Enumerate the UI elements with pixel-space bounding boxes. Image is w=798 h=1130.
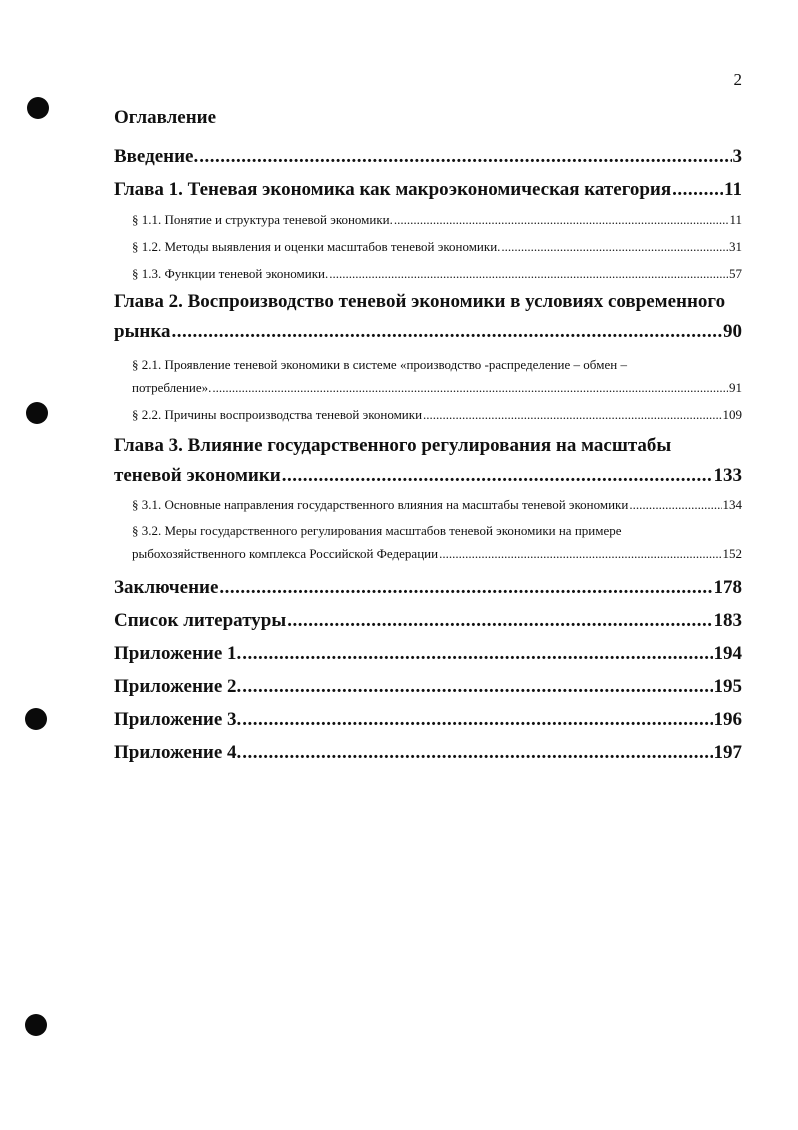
toc-entry-section-2-1-line-1[interactable]: § 2.1. Проявление теневой экономики в системе «производство -распределение – обмен – — [132, 357, 627, 372]
toc-entry-section-1-1[interactable]: § 1.1. Понятие и структура теневой экономики. ..... 11 — [114, 206, 742, 233]
toc-entry-appendix-4[interactable]: Приложение 4. ..... 197 — [114, 736, 742, 769]
toc-entry-section-3-1[interactable]: § 3.1. Основные направления государственного влияния на масштабы теневой экономики ..... 134 — [114, 491, 742, 519]
toc-entry-introduction[interactable]: Введение. ..... 3 — [114, 140, 742, 173]
toc-entry-appendix-2[interactable]: Приложение 2. ..... 195 — [114, 670, 742, 703]
table-of-contents — [114, 106, 742, 769]
toc-entry-appendix-1[interactable]: Приложение 1. ..... 194 — [114, 637, 742, 670]
toc-entry-appendix-3[interactable]: Приложение 3. ..... 196 — [114, 703, 742, 736]
punch-hole — [25, 708, 47, 730]
toc-entry-section-2-2[interactable]: § 2.2. Причины воспроизводства теневой экономики ..... 109 — [114, 399, 742, 431]
toc-entry-section-2-1[interactable]: потребление». ..... 91 — [114, 377, 742, 399]
toc-entry-chapter-3[interactable]: теневой экономики ..... 133 — [114, 461, 742, 491]
punch-hole — [27, 97, 49, 119]
toc-entry-references[interactable]: Список литературы ..... 183 — [114, 604, 742, 637]
punch-hole — [25, 1014, 47, 1036]
toc-entry-section-3-2-line-1[interactable]: § 3.2. Меры государственного регулирования масштабов теневой экономики на примере — [132, 523, 622, 538]
page-number: 2 — [733, 70, 742, 89]
punch-hole — [26, 402, 48, 424]
toc-entry-chapter-3-line-1[interactable]: Глава 3. Влияние государственного регулирования на масштабы — [114, 435, 672, 456]
toc-entry-conclusion[interactable]: Заключение ..... 178 — [114, 571, 742, 604]
toc-title: Оглавление — [114, 107, 217, 128]
toc-entry-chapter-2[interactable]: рынка ..... 90 — [114, 317, 742, 347]
toc-entry-section-3-2[interactable]: рыбохозяйственного комплекса Российской Федерации ..... 152 — [114, 543, 742, 565]
toc-entry-chapter-2-line-1[interactable]: Глава 2. Воспроизводство теневой экономики в условиях современного — [114, 291, 726, 312]
toc-entry-section-1-3[interactable]: § 1.3. Функции теневой экономики. ..... 57 — [114, 260, 742, 287]
toc-entry-chapter-1[interactable]: Глава 1. Теневая экономика как макроэкономическая категория ..... 11 — [114, 173, 742, 206]
toc-entry-section-1-2[interactable]: § 1.2. Методы выявления и оценки масштабов теневой экономики. ..... 31 — [114, 233, 742, 260]
